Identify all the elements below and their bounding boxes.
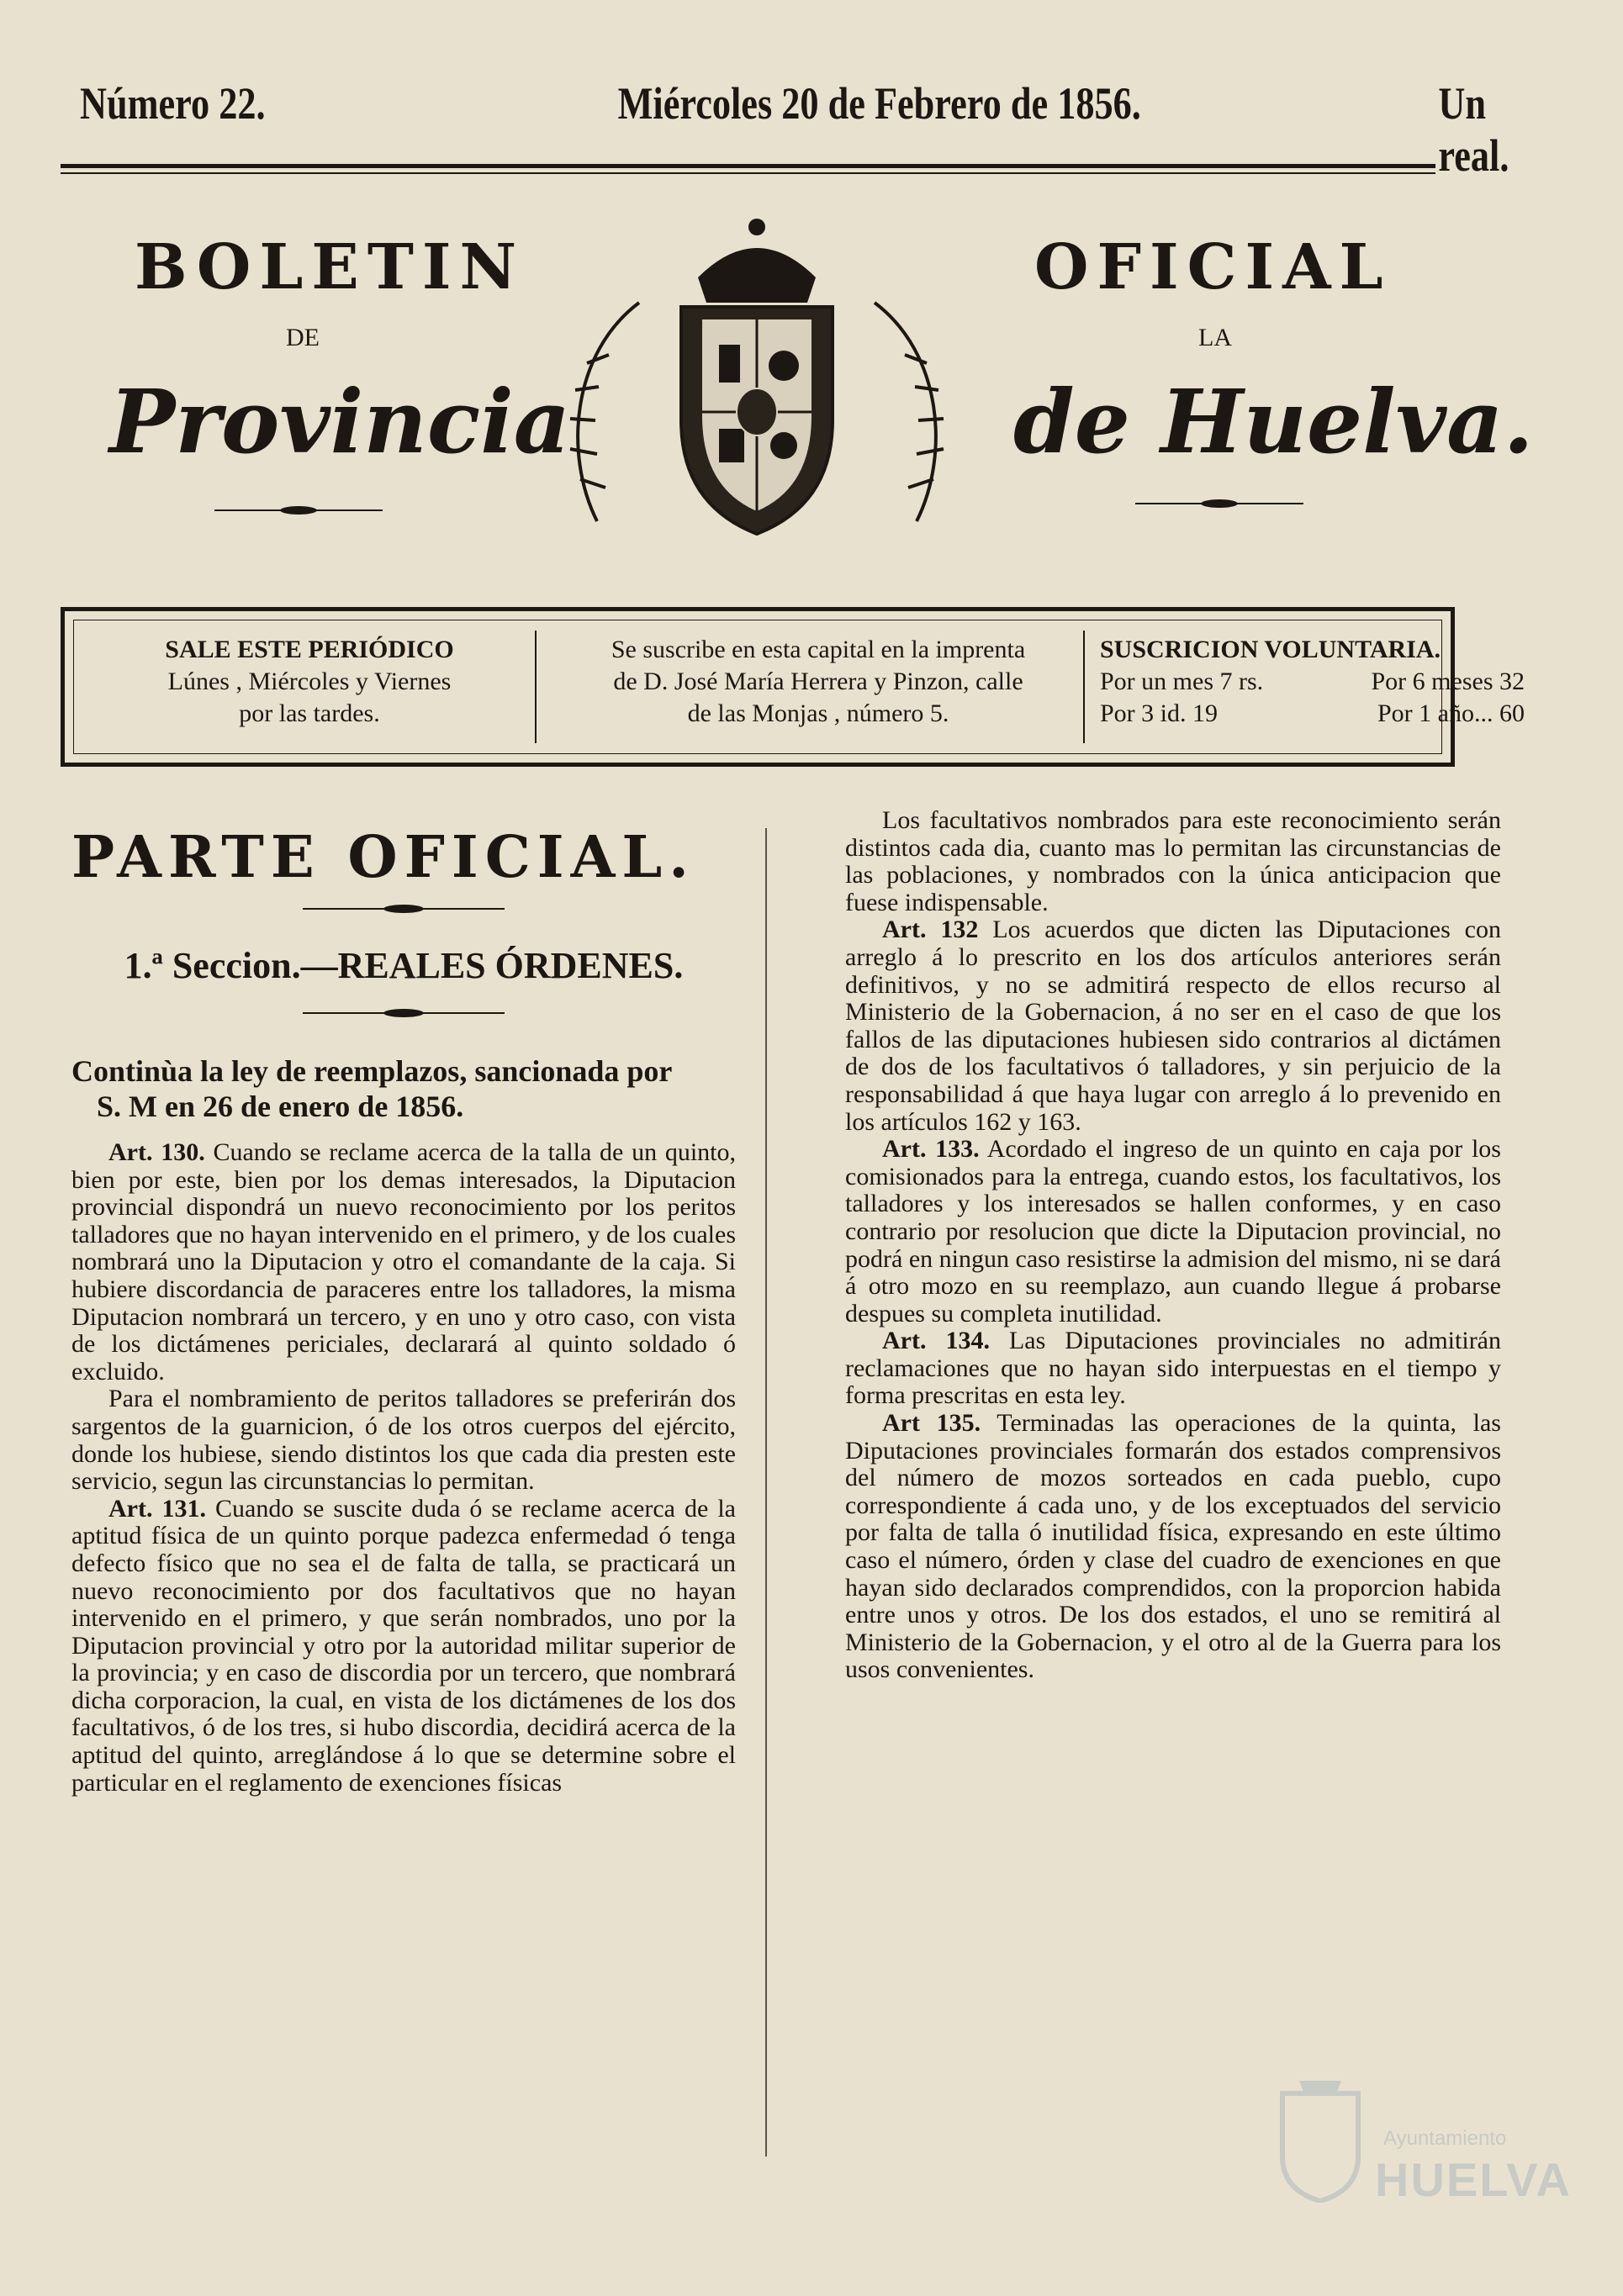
paragraph-talladores: Para el nombramiento de peritos talladores se preferirán dos sargentos de la guarnicion, ó de los otros cuerpos del ejército, donde los hubiese, siendo distintos los que cada dia presten este servicio, segun las circunstancias lo permitan. — [71, 1385, 736, 1496]
article-134 — [845, 1327, 1501, 1410]
subscription-fees — [1100, 634, 1525, 730]
watermark-shield-icon — [1274, 2077, 1367, 2203]
article-132-text: Los acuerdos que dicten las Diputaciones con arreglo á lo prescrito en los dos artículos anteriores serán definitivos, y no se admitirá respecto de ellos recurso al Ministerio de la Gobernacion, á no ser en el caso de que los fallos de las diputaciones hubiesen sido contrarios al dictámen de dos de los facultativos ó talladores, y sin perjuicio de la responsabilidad á que haya lugar con arreglo á lo prevenido en los artículos 162 y 163. — [845, 916, 1501, 1136]
fee-row-2 — [1100, 698, 1525, 730]
ornament-right-icon — [1135, 498, 1303, 508]
schedule-title: SALE ESTE PERIÓDICO — [165, 636, 454, 663]
article-133-label: Art. 133. — [882, 1135, 980, 1164]
fees-title: SUSCRICION VOLUNTARIA. — [1100, 636, 1441, 663]
fee-three-months: Por 3 id. 19 — [1100, 699, 1219, 727]
article-133-text: Acordado el ingreso de un quinto en caja por los comisionados para la entrega, cuando estos, los facultativos, los talladores y los interesados se hallen conformes, y en caso contrario por resolucion que dicte la Diputacion provincial, no podrá en ningun caso resistirse la admision del mismo, ni se dará á otro mozo en su reemplazo, aun cuando llegue á probarse despues su completa inutilidad. — [845, 1135, 1501, 1327]
address-line-1: Se suscribe en esta capital en la imprenta — [611, 636, 1026, 663]
article-135 — [845, 1410, 1501, 1684]
watermark-line-2: HUELVA — [1375, 2153, 1572, 2206]
fee-six-months: Por 6 meses 32 — [1371, 668, 1525, 695]
masthead-provincia: Provincia — [109, 370, 571, 473]
article-135-label: Art 135. — [882, 1409, 981, 1438]
article-132-label: Art. 132 — [882, 916, 979, 944]
fee-one-year: Por 1 año... 60 — [1377, 699, 1525, 727]
issue-header — [80, 77, 1509, 181]
subscription-info-box — [61, 607, 1525, 767]
ornament-left-icon — [214, 504, 383, 515]
masthead-oficial: OFICIAL — [1034, 231, 1392, 303]
royal-crest-icon — [547, 202, 967, 555]
schedule-days: Lúnes , Miércoles y Viernes — [167, 668, 452, 695]
watermark-line-1: Ayuntamiento — [1383, 2127, 1507, 2150]
subsection-heading: 1.ª Seccion.—REALES ÓRDENES. — [124, 945, 684, 986]
masthead-de: DE — [286, 324, 320, 351]
address-line-2: de D. José María Herrera y Pinzon, calle — [613, 668, 1023, 695]
issue-price: Un real. — [1438, 78, 1509, 181]
issue-date: Miércoles 20 de Febrero de 1856. — [617, 78, 1141, 129]
law-intro — [71, 1053, 736, 1124]
article-130-text: Cuando se reclame acerca de la talla de un quinto, bien por este, bien por los demas interesados, la Diputacion provincial dispondrá un nuevo reconocimiento por los peritos talladores que no hayan intervenido en el primero, y de los cuales nombrará uno la Diputacion y otro el comandante de la caja. Si hubiere discordancia de paraceres entre los talladores, la misma Diputacion nombrará un tercero, y en uno y otro caso, con vista de los dictámenes periciales, declarará al quinto soldado ó excluido. — [71, 1138, 736, 1386]
masthead-boletin: BOLETIN — [135, 231, 526, 303]
law-intro-line-2: S. M en 26 de enero de 1856. — [97, 1090, 464, 1123]
issue-number: Número 22. — [80, 78, 266, 129]
subsection-ornament-icon — [303, 1007, 505, 1023]
header-rule-thin — [61, 172, 1435, 174]
heading-ornament-icon — [303, 903, 505, 919]
article-133 — [845, 1136, 1501, 1327]
masthead-la: LA — [1198, 324, 1232, 351]
paragraph-facultativos: Los facultativos nombrados para este reconocimiento serán distintos cada dia, cuanto mas lo permitan las circunstancias de las poblaciones, y nombrados con la única anticipacion que fuese indispensable. — [845, 806, 1501, 916]
schedule-time: por las tardes. — [239, 699, 380, 727]
publication-schedule — [91, 634, 528, 730]
fee-one-month: Por un mes 7 rs. — [1100, 668, 1264, 695]
left-column — [71, 807, 736, 1797]
article-131-text: Cuando se suscite duda ó se reclame acerca de la aptitud física de un quinto porque padezca enfermedad ó tenga defecto físico que no sea el de falta de talla, se practicará un nuevo reconocimiento por dos facultativos que no hayan intervenido en el primero, y que serán nombrados, uno por la Diputacion provincial y otro por la autoridad militar superior de la provincia; y en caso de discordia por un tercero, que nombrará dicha corporacion, la cual, en vista de los dictámenes de los dos facultativos, ó de los tres, si hubo discordia, decidirá acerca de la aptitud del quinto, arreglándose á lo que se determine sobre el particular en el reglamento de exenciones físicas — [71, 1494, 736, 1797]
law-intro-line-1: Continùa la ley de reemplazos, sancionada por — [71, 1054, 673, 1088]
subscription-address — [545, 634, 1092, 730]
masthead-de-huelva: de Huelva. — [1013, 370, 1534, 473]
fee-row-1 — [1100, 666, 1525, 698]
right-column — [845, 807, 1501, 1684]
article-130-label: Art. 130. — [108, 1138, 205, 1166]
column-divider — [765, 828, 767, 2156]
section-heading: PARTE OFICIAL. — [71, 824, 695, 891]
article-130 — [71, 1139, 736, 1386]
header-rule-thick — [61, 164, 1435, 168]
article-131 — [71, 1496, 736, 1797]
address-line-3: de las Monjas , número 5. — [687, 699, 949, 727]
article-135-text: Terminadas las operaciones de la quinta, las Diputaciones provinciales formarán dos estados comprensivos del número de mozos sorteados en cada pueblo, cupo correspondiente á cada uno, y de los exceptuados del servicio por falta de talla ó inutilidad física, expresando en este último caso el número, órden y clase del cuadro de exenciones en que hayan sido declarados comprendidos, con la proporcion habida entre unos y otros. De los dos estados, el uno se remitirá al Ministerio de la Gobernacion, y el otro al de la Guerra para los usos convenientes. — [845, 1409, 1501, 1684]
article-132 — [845, 916, 1501, 1136]
info-divider-1 — [535, 631, 537, 743]
article-134-label: Art. 134. — [882, 1327, 990, 1355]
info-divider-2 — [1083, 631, 1085, 743]
article-134-text: Las Diputaciones provinciales no admitirán reclamaciones que no hayan sido interpuestas en el tiempo y forma prescritas en esta ley. — [845, 1327, 1501, 1410]
archive-watermark — [1274, 2060, 1572, 2219]
article-131-label: Art. 131. — [108, 1494, 206, 1523]
